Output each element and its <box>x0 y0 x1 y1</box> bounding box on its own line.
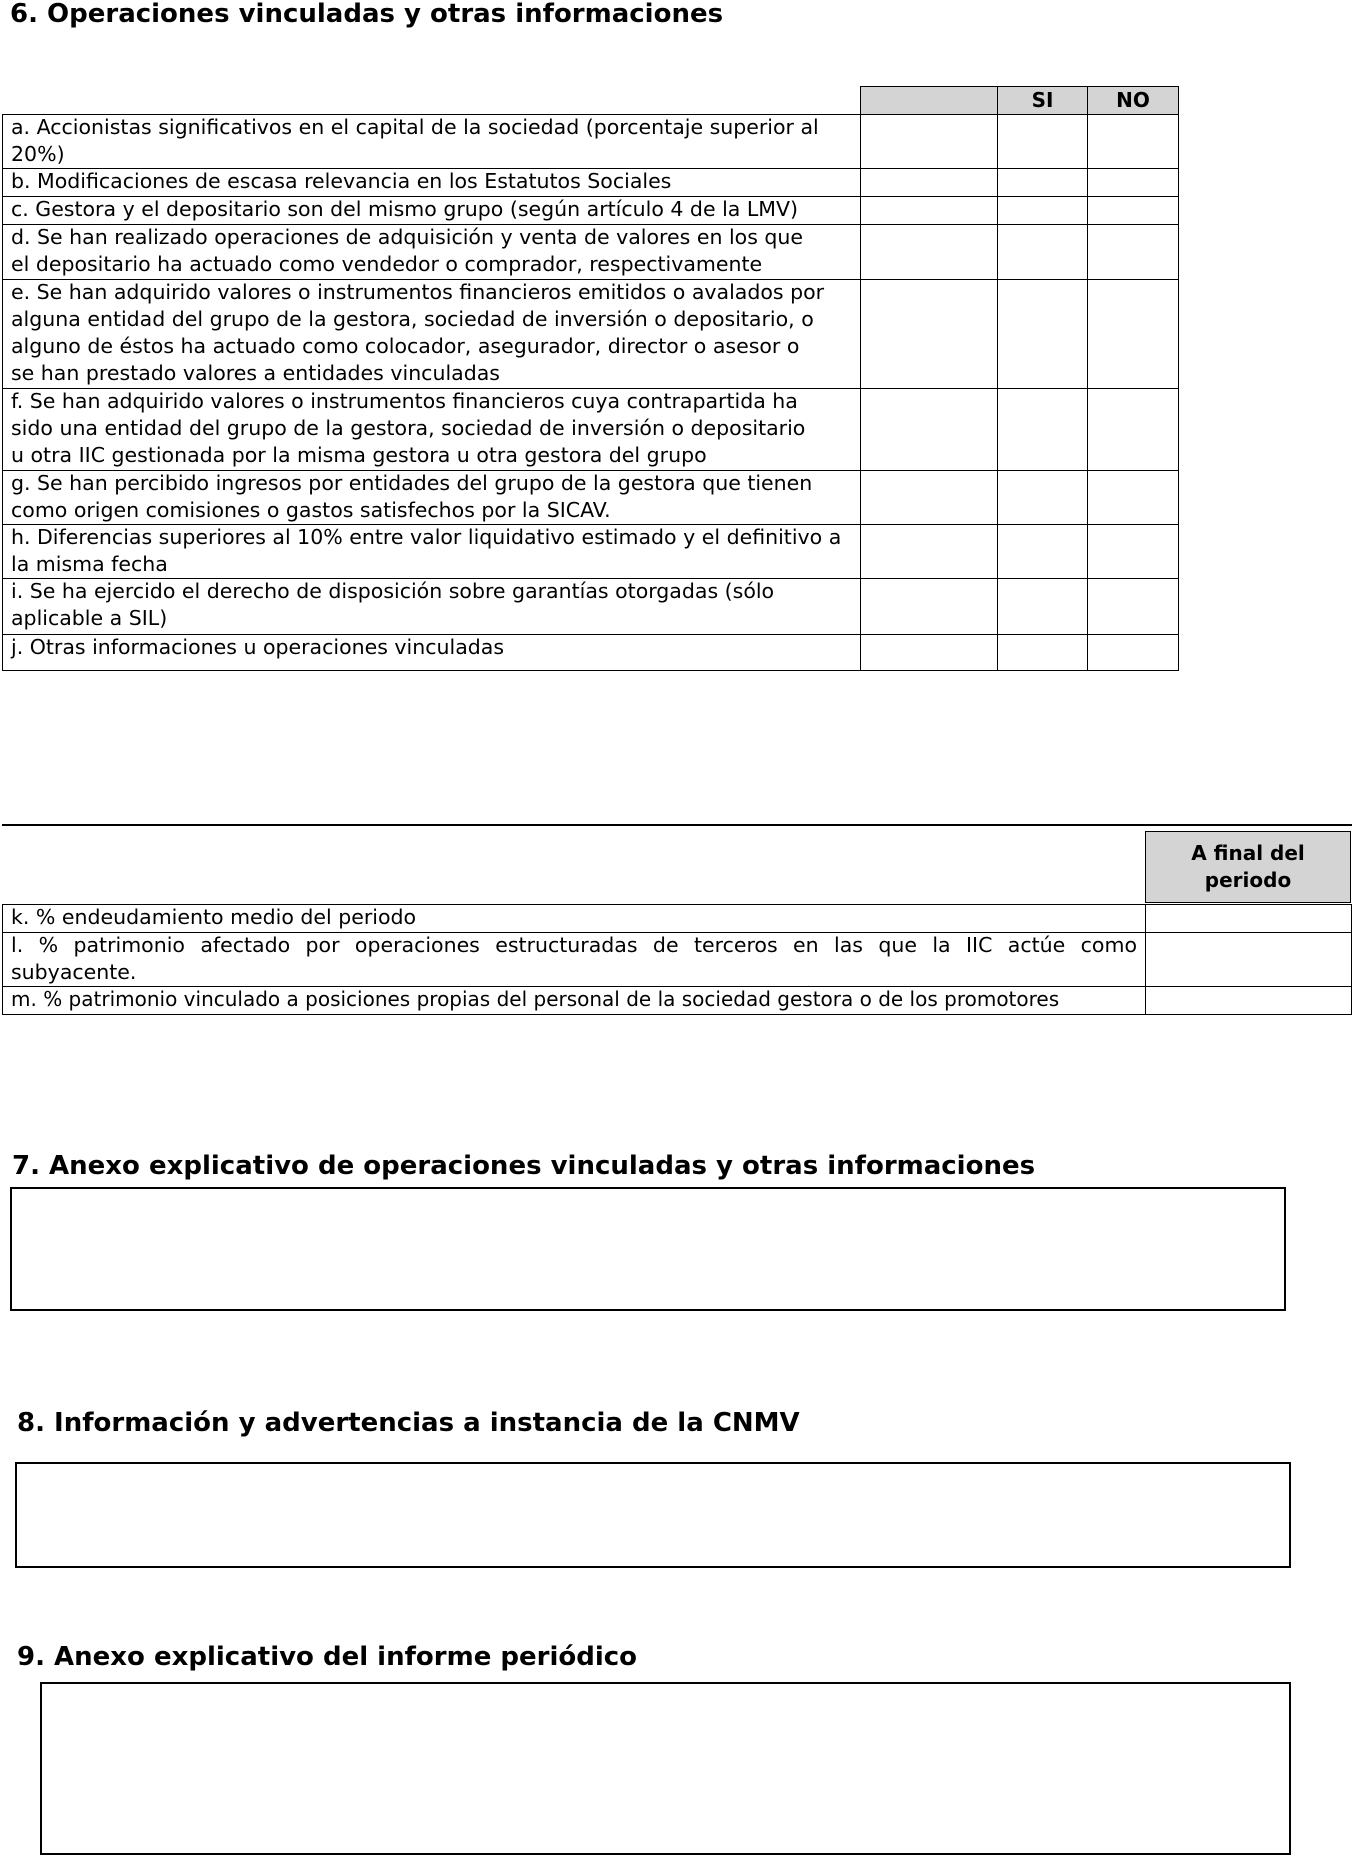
row-i-line-1: i. Se ha ejercido el derecho de disposición sobre garantías otorgadas (sólo <box>11 579 775 603</box>
row-h-text <box>2 524 841 578</box>
header-spacer <box>860 86 998 115</box>
row-l-text <box>2 932 1146 986</box>
column-si-header: SI <box>997 86 1088 115</box>
row-f-no-checkbox[interactable] <box>1087 388 1179 471</box>
row-f-line-2: sido una entidad del grupo de la gestora, sociedad de inversión o depositario <box>11 416 806 440</box>
row-j-no-checkbox[interactable] <box>1087 634 1179 671</box>
row-k-text: k. % endeudamiento medio del periodo <box>11 905 417 929</box>
row-g-line-1: g. Se han percibido ingresos por entidades del grupo de la gestora que tienen <box>11 471 813 495</box>
row-a-text <box>2 114 819 168</box>
row-f-text <box>2 388 805 469</box>
row-b-no-checkbox[interactable] <box>1087 168 1179 197</box>
row-b-si-checkbox[interactable] <box>997 168 1088 197</box>
row-e-line-3: alguno de éstos ha actuado como colocador, asegurador, director o asesor o <box>11 334 800 358</box>
end-of-period-header <box>1145 831 1351 903</box>
row-c-no-checkbox[interactable] <box>1087 196 1179 225</box>
row-d-no-checkbox[interactable] <box>1087 224 1179 280</box>
section-8-text-box[interactable] <box>15 1462 1291 1568</box>
row-l-line-1: l. % patrimonio afectado por operaciones estructuradas de terceros en las que la IIC actúe como <box>11 933 1137 957</box>
row-e-line-2: alguna entidad del grupo de la gestora, sociedad de inversión o depositario, o <box>11 307 814 331</box>
row-a-line-2: 20%) <box>11 142 65 166</box>
row-i-text <box>2 578 774 632</box>
header-line-1: A final del <box>1191 841 1305 865</box>
row-e-line-1: e. Se han adquirido valores o instrumentos financieros emitidos o avalados por <box>11 280 825 304</box>
column-no-header: NO <box>1087 86 1179 115</box>
row-g-text <box>2 470 812 524</box>
row-l-line-2: subyacente. <box>11 960 137 984</box>
row-d-line-1: d. Se han realizado operaciones de adquisición y venta de valores en los que <box>11 225 804 249</box>
row-f-line-3: u otra IIC gestionada por la misma gestora u otra gestora del grupo <box>11 443 707 467</box>
row-g-blank-cell <box>860 470 998 525</box>
row-e-no-checkbox[interactable] <box>1087 279 1179 389</box>
row-j-text: j. Otras informaciones u operaciones vinculadas <box>11 635 505 659</box>
row-c-blank-cell <box>860 196 998 225</box>
row-a-no-checkbox[interactable] <box>1087 114 1179 169</box>
section-6-heading: 6. Operaciones vinculadas y otras informaciones <box>10 0 724 29</box>
row-j-blank-cell <box>860 634 998 671</box>
row-a-line-1: a. Accionistas significativos en el capital de la sociedad (porcentaje superior al <box>11 115 819 139</box>
row-g-no-checkbox[interactable] <box>1087 470 1179 525</box>
row-h-blank-cell <box>860 524 998 579</box>
row-j-si-checkbox[interactable] <box>997 634 1088 671</box>
header-line-2: periodo <box>1204 868 1292 892</box>
row-e-line-4: se han prestado valores a entidades vinculadas <box>11 361 500 385</box>
row-h-line-1: h. Diferencias superiores al 10% entre valor liquidativo estimado y el definitivo a <box>11 525 842 549</box>
row-e-blank-cell <box>860 279 998 389</box>
row-d-blank-cell <box>860 224 998 280</box>
row-g-si-checkbox[interactable] <box>997 470 1088 525</box>
row-d-text <box>2 224 803 278</box>
row-b-blank-cell <box>860 168 998 197</box>
row-d-si-checkbox[interactable] <box>997 224 1088 280</box>
row-k-value-field[interactable] <box>1145 904 1352 933</box>
table-top-rule <box>2 824 1352 826</box>
row-a-si-checkbox[interactable] <box>997 114 1088 169</box>
row-f-blank-cell <box>860 388 998 471</box>
row-b-text: b. Modificaciones de escasa relevancia en los Estatutos Sociales <box>11 169 672 193</box>
row-f-si-checkbox[interactable] <box>997 388 1088 471</box>
row-h-no-checkbox[interactable] <box>1087 524 1179 579</box>
row-i-line-2: aplicable a SIL) <box>11 606 168 630</box>
section-7-text-box[interactable] <box>10 1187 1286 1311</box>
row-e-text <box>2 279 824 387</box>
row-l-value-field[interactable] <box>1145 932 1352 987</box>
row-h-si-checkbox[interactable] <box>997 524 1088 579</box>
row-i-si-checkbox[interactable] <box>997 578 1088 635</box>
row-d-line-2: el depositario ha actuado como vendedor o comprador, respectivamente <box>11 252 763 276</box>
row-f-line-1: f. Se han adquirido valores o instrumentos financieros cuya contrapartida ha <box>11 389 798 413</box>
row-m-text: m. % patrimonio vinculado a posiciones propias del personal de la sociedad gestora o de los promotores <box>11 987 1060 1011</box>
section-9-heading: 9. Anexo explicativo del informe periódico <box>17 1642 638 1672</box>
row-i-no-checkbox[interactable] <box>1087 578 1179 635</box>
row-m-value-field[interactable] <box>1145 986 1352 1015</box>
row-i-blank-cell <box>860 578 998 635</box>
row-a-blank-cell <box>860 114 998 169</box>
row-c-text: c. Gestora y el depositario son del mismo grupo (según artículo 4 de la LMV) <box>11 197 798 221</box>
row-e-si-checkbox[interactable] <box>997 279 1088 389</box>
section-7-heading: 7. Anexo explicativo de operaciones vinculadas y otras informaciones <box>12 1151 1036 1181</box>
row-h-line-2: la misma fecha <box>11 552 168 576</box>
section-9-text-box[interactable] <box>40 1682 1291 1855</box>
section-8-heading: 8. Información y advertencias a instancia de la CNMV <box>17 1408 800 1438</box>
row-g-line-2: como origen comisiones o gastos satisfechos por la SICAV. <box>11 498 611 522</box>
row-c-si-checkbox[interactable] <box>997 196 1088 225</box>
